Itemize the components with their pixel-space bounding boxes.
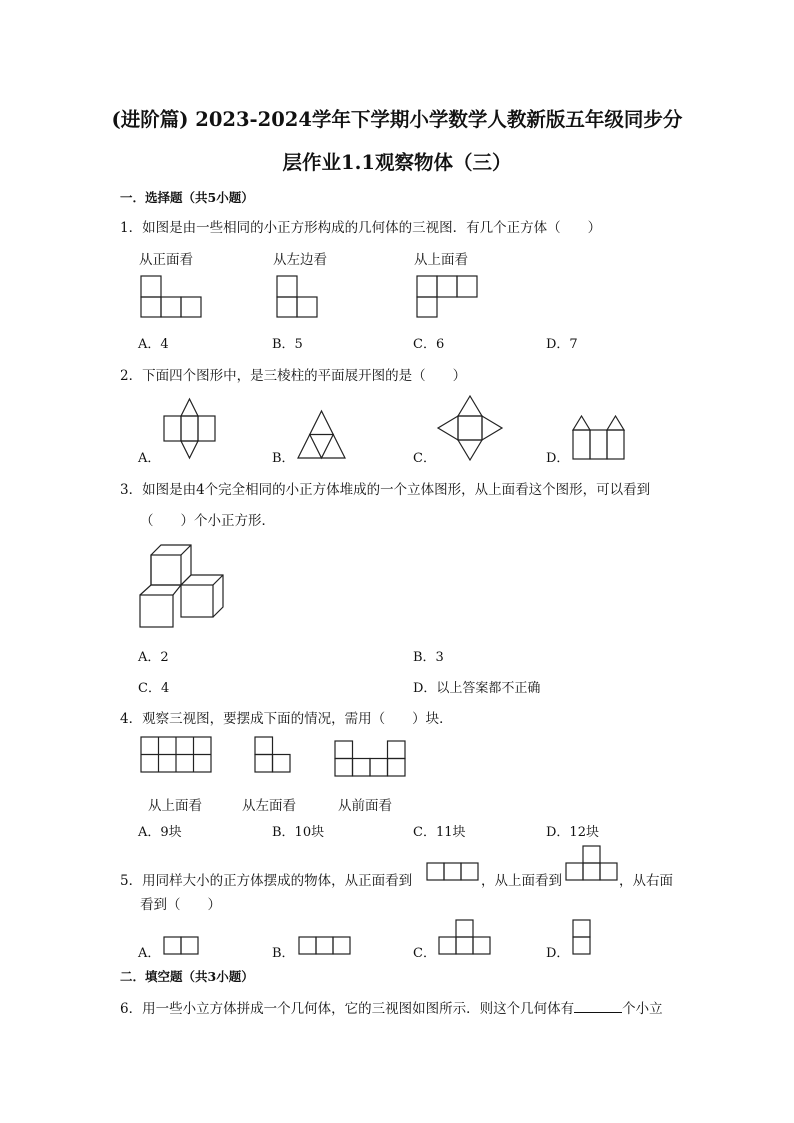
q5-top-view-figure <box>565 845 619 883</box>
q5-stem-line-2: 看到（ ） <box>140 897 221 913</box>
q5-front-view-figure <box>426 862 480 882</box>
q3-option-d[interactable]: D．以上答案都不正确 <box>413 681 541 696</box>
q3-stem-line-2: （ ）个小正方形． <box>140 513 275 529</box>
q2-option-c[interactable]: C． <box>413 451 436 466</box>
q3-option-a[interactable]: A．2 <box>138 650 169 665</box>
q1-stem: 1．如图是由一些相同的小正方形构成的几何体的三视图．有几个正方体（ ） <box>120 220 602 236</box>
q2-option-a-figure <box>163 397 217 461</box>
q6-stem <box>120 997 663 1017</box>
q3-cube-stack-figure <box>139 543 227 629</box>
q2-stem: 2．下面四个图形中，是三棱柱的平面展开图的是（ ） <box>120 368 467 384</box>
title-line-2: 层作业1.1观察物体（三） <box>282 151 512 174</box>
q2-option-d-figure <box>572 414 626 462</box>
q5-option-c[interactable]: C． <box>413 946 436 961</box>
q5-option-a-figure <box>163 936 201 956</box>
q1-front-view-figure <box>140 275 202 319</box>
q4-option-a[interactable]: A．9块 <box>138 825 182 840</box>
q3-option-c[interactable]: C．4 <box>138 681 170 696</box>
q1-option-a[interactable]: A．4 <box>138 337 169 352</box>
q5-option-a[interactable]: A． <box>138 946 161 961</box>
q6-stem-part-1: 6．用一些小立方体拼成一个几何体，它的三视图如图所示．则这个几何体有 <box>120 1001 575 1017</box>
q1-option-b[interactable]: B．5 <box>272 337 303 352</box>
q1-option-c[interactable]: C．6 <box>413 337 445 352</box>
q2-option-b-figure <box>297 409 347 461</box>
title-line-1: (进阶篇) 2023-2024学年下学期小学数学人教新版五年级同步分 <box>111 108 683 131</box>
q1-view-left-label: 从左边看 <box>273 252 327 268</box>
q1-left-view-figure <box>276 275 318 319</box>
q3-option-b[interactable]: B．3 <box>413 650 444 665</box>
q4-view-front-label: 从前面看 <box>338 798 392 814</box>
q4-top-view-figure <box>140 736 212 774</box>
q1-view-top-label: 从上面看 <box>414 252 468 268</box>
q3-stem-line-1: 3．如图是由4个完全相同的小正方体堆成的一个立体图形，从上面看这个图形，可以看到 <box>120 482 651 498</box>
q4-option-d[interactable]: D．12块 <box>546 825 599 840</box>
q1-view-front-label: 从正面看 <box>139 252 193 268</box>
q5-option-d[interactable]: D． <box>546 946 570 961</box>
q2-option-b[interactable]: B． <box>272 451 295 466</box>
q4-stem: 4．观察三视图，要摆成下面的情况，需用（ ）块． <box>120 711 453 727</box>
q4-option-c[interactable]: C．11块 <box>413 825 466 840</box>
q5-stem-part-3: ，从右面 <box>619 873 673 889</box>
q5-option-b[interactable]: B． <box>272 946 295 961</box>
q1-option-d[interactable]: D．7 <box>546 337 578 352</box>
q6-stem-part-2: 个小立 <box>622 1001 663 1017</box>
q4-view-left-label: 从左面看 <box>242 798 296 814</box>
section-fill-heading: 二．填空题（共3小题） <box>120 969 254 984</box>
q2-option-a[interactable]: A． <box>138 451 161 466</box>
q5-option-c-figure <box>438 919 492 957</box>
q4-view-top-label: 从上面看 <box>148 798 202 814</box>
q1-top-view-figure <box>416 275 478 319</box>
q4-left-view-figure <box>254 736 292 774</box>
q2-option-c-figure <box>436 394 504 462</box>
q4-front-view-figure <box>334 740 406 778</box>
q5-stem-part-1: 5．用同样大小的正方体摆成的物体，从正面看到 <box>120 873 413 889</box>
q5-stem-part-2: ，从上面看到 <box>481 873 562 889</box>
q6-answer-blank[interactable] <box>574 1000 622 1013</box>
q5-option-b-figure <box>298 936 352 956</box>
q4-option-b[interactable]: B．10块 <box>272 825 325 840</box>
q2-option-d[interactable]: D． <box>546 451 570 466</box>
section-choice-heading: 一．选择题（共5小题） <box>120 190 254 205</box>
q5-option-d-figure <box>572 919 592 957</box>
